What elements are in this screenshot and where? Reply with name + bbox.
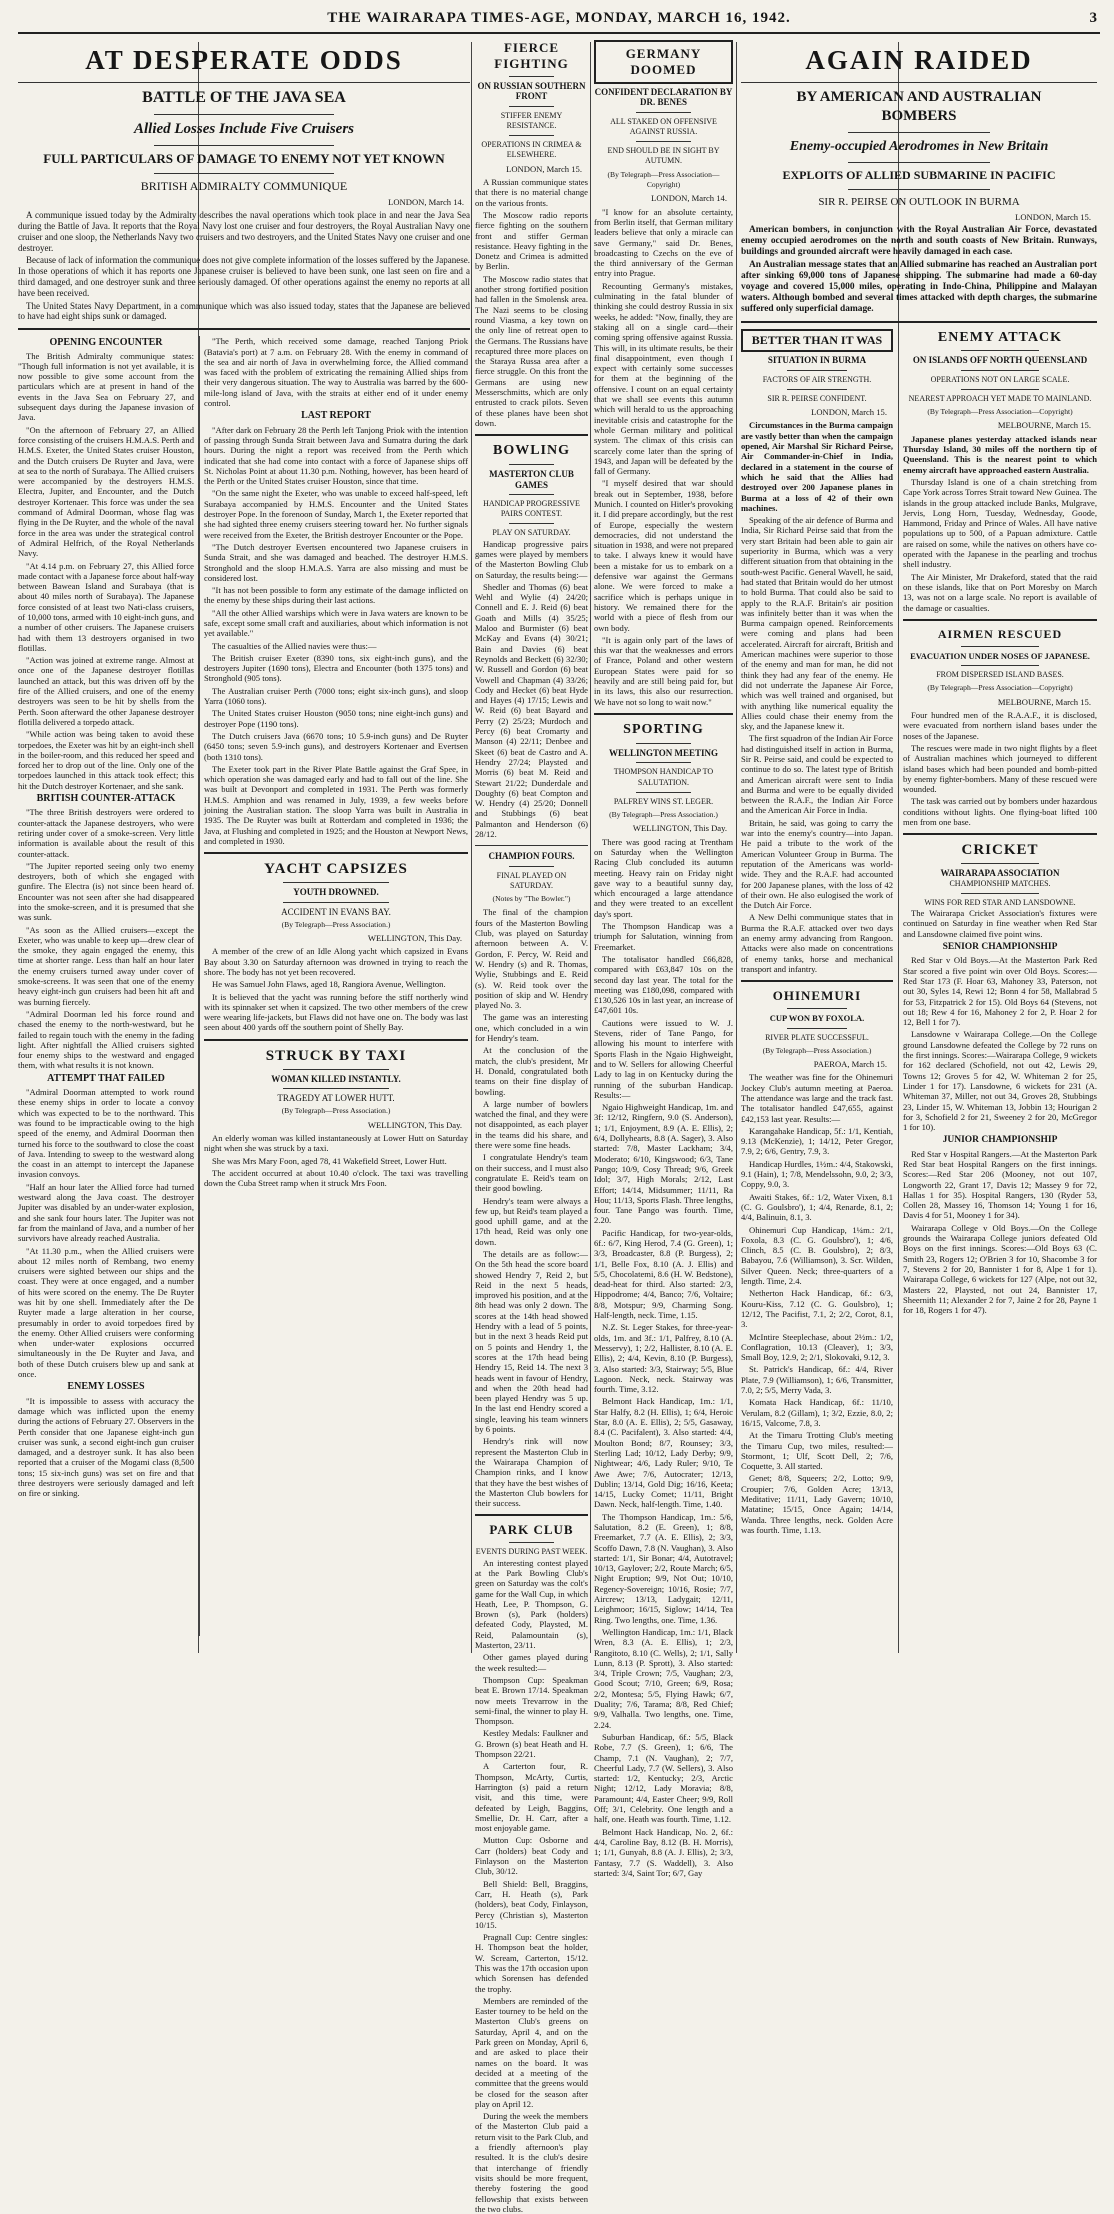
paragraph: The Thompson Handicap was a triumph for Salutation, winning from Freemarket. xyxy=(594,921,733,952)
taxi-deck: TRAGEDY AT LOWER HUTT. xyxy=(277,1093,395,1104)
paragraph: Thompson Cup: Speakman beat E. Brown 17/14. Speakman now meets Trevarrow in the semi-final, the winner to play H. Thompson. xyxy=(475,1674,588,1727)
java-subhead: Allied Losses Include Five Cruisers xyxy=(133,121,354,137)
right-block xyxy=(741,40,1097,1655)
raided-subhead: BY AMERICAN AND AUSTRALIAN BOMBERS xyxy=(796,89,1042,124)
airmen-byline: (By Telegraph—Press Association—Copyright) xyxy=(927,683,1073,693)
paragraph: The rescues were made in two night flights by a fleet of Australian machines which journeyed to different island bases which had been pounded and bomb-pitted by enemy fighter-bombers. Many of these rescued were wounded. xyxy=(903,742,1097,795)
paragraph: Karangahake Handicap, 5f.: 1/1, Kentiah, 9.13 (McKenzie), 1; 14/12, Peter Gregor, 7.9, 2; 6/6, Gentry, 7.9, 3. xyxy=(741,1125,893,1157)
java-sea-article xyxy=(18,40,470,1655)
paragraph: Four hundred men of the R.A.A.F., it is disclosed, were evacuated from northern island bases under the noses of the Japanese. xyxy=(903,710,1097,741)
paragraph: She was Mrs Mary Foon, aged 78, 41 Wakefield Street, Lower Hutt. xyxy=(212,1155,447,1166)
java-columns xyxy=(18,336,470,1636)
paragraph: Netherton Hack Handicap, 6f.: 6/3, Kouru-Kiss, 7.12 (C. G. Goulsbro), 1; 12/12, The Pacifist, 7.1, 2; 2/2, Corot, 8.1, 3. xyxy=(741,1288,893,1330)
cricket-subhead: WAIRARAPA ASSOCIATION xyxy=(940,868,1060,879)
bowling-headline: BOWLING xyxy=(492,443,570,459)
java-dateline: LONDON, March 14. xyxy=(388,197,464,207)
masthead-title: THE WAIRARAPA TIMES-AGE, MONDAY, MARCH 16, 1942. xyxy=(327,10,791,26)
germany-headline-box xyxy=(594,40,733,84)
better-dateline: LONDON, March 15. xyxy=(811,407,887,418)
paragraph: Pacific Handicap, for two-year-olds, 6f.: 6/7, King Herod, 7.4 (G. Green), 1; 3/3, Broadcaster, 8.8 (P. Burgess), 2; 1/1, Belle Fox, 8.10 (A. J. Ellis) and 5/5, Chocolatemi, 8.6 (H. W. Bedstone), dead-heat for third. Also started: 2/3, Hippodrome; 4/4, Banco; 7/6, Voltaire; 8/8, Motspur; 9/9, Charming Song. Half-length, neck. Time, 1.15. xyxy=(594,1227,733,1321)
paragraph: Handicap progressive pairs games were played by members of the Masterton Bowling Club on Saturday, the results being:— xyxy=(475,538,588,580)
paragraph: American bombers, in conjunction with the Royal Australian Air Force, devastated enemy occupied aerodromes on the north and south coasts of New Britain. Runways, buildings and grounded aircraft were heavily damaged in each case. xyxy=(741,225,1097,258)
paragraph: Belmont Hack Handicap, No. 2, 6f.: 4/4, Caroline Bay, 8.12 (B. H. Morris), 1; 1/1, Gunyah, 8.8 (A. J. Ellis), 2; 3/3, Fantasy, 7.7 (S. Waddell), 3. Also started: 3/4, Saint Tor; 6/7, Gay xyxy=(594,1826,733,1878)
sporting-byline: (By Telegraph—Press Association.) xyxy=(609,810,718,820)
paragraph: The Dutch cruisers Java (6670 tons; 10 5.9-inch guns) and De Ruyter (6450 tons; seven 5.9-inch guns), and destroyers Kortenaer and Evertsen (both 1310 tons). xyxy=(204,730,468,762)
paragraph: Awaiti Stakes, 6f.: 1/2, Water Vixen, 8.1 (C. G. Goulsbro'), 1; 4/4, Renarde, 8.1, 2; 4/4, Balinuin, 8.1, 3. xyxy=(741,1191,893,1223)
paragraph: The Wairarapa Cricket Association's fixtures were continued on Saturday in fine weather when Red Star and Lansdowne claimed five point wins. xyxy=(903,908,1097,939)
paragraph: Mutton Cup: Osborne and Carr (holders) beat Cody and Finlayson on the Masterton Club, 30/12. xyxy=(475,1835,588,1877)
paragraph: Circumstances in the Burma campaign are vastly better than when the campaign opened, Air Marshal Sir Richard Peirse, Air Commander-in-Chief in India, declared in a statement in the course of which he said that the Allies had destroyed over 200 Japanese planes in Burma at a loss of 42 of their own machines. xyxy=(741,420,893,513)
bowling-deck: PLAY ON SATURDAY. xyxy=(492,528,571,538)
sporting-headline: SPORTING xyxy=(623,721,704,737)
paragraph: The Moscow radio reports fierce fighting on the southern front and stiffer German resistance. Heavy fighting in the Donetz and Crimea is admitted by Berlin. xyxy=(475,209,588,272)
ohinemuri-byline: (By Telegraph—Press Association.) xyxy=(762,1045,872,1055)
paragraph: The United States Navy Department, in a communique which was also issued today, states that the Japanese are believed to have had eight ships sunk or damaged. xyxy=(18,300,470,322)
column-3 xyxy=(475,40,588,2214)
paragraph: Thursday Island is one of a chain stretching from Cape York across Torres Strait toward New Guinea. The islands in the group attacked include Banks, Mulgrave, Jervis, Long Horn, Tuesday, Wednesday, Goode, Hammond, Friday and Prince of Wales. All have native populations up to 500, of a Papuan admixture. Cattle are raised on some, while the natives on others have co-operated with the Japanese in the pearling and trochus shell industry. xyxy=(903,476,1097,570)
java-column-right xyxy=(204,336,468,1636)
paragraph: Red Star v Hospital Rangers.—At the Masterton Park Red Star beat Hospital Rangers on the first innings. Scores:—Red Star 206 (Mooney, not out 107, Longworth 22, Grant 17, Davis 12; Massey 9 for 72, Hallas 1 for 35). Hospital Rangers, 130 (Ryder 53, Collen 28, Massey 16, Thomson 14; Young 1 for 16, Davis 4 for 51, Mooney 1 for 34). xyxy=(903,1148,1097,1221)
enemy-byline: (By Telegraph—Press Association—Copyright) xyxy=(927,407,1073,417)
paragraph: A member of the crew of an Idle Along yacht which capsized in Evans Bay about 3.30 on Saturday afternoon was drowned in trying to reach the shore. The body has not yet been recovered. xyxy=(204,946,468,977)
page-number: 3 xyxy=(1089,10,1098,26)
paragraph: The Air Minister, Mr Drakeford, stated that the raid on these islands, like that on Port Moresby on March 13, was not on a large scale. No report is available of the damage or casualties. xyxy=(903,571,1097,613)
fierce-dateline: LONDON, March 15. xyxy=(506,163,582,174)
germany-headline: GERMANY DOOMED xyxy=(625,46,702,77)
champion-subhead: FINAL PLAYED ON SATURDAY. xyxy=(496,870,567,890)
raided-body xyxy=(741,225,1097,315)
yacht-headline: YACHT CAPSIZES xyxy=(264,861,408,878)
sporting-body xyxy=(594,837,733,1917)
masthead xyxy=(18,8,1100,34)
paragraph: At the conclusion of the match, the club's president, Mr H. Donald, congratulated both teams on their fine display of bowling. xyxy=(475,1045,588,1097)
paragraph: "Half an hour later the Allied force had turned westward along the Java coast. The destroyer Jupiter was disabled by an under-water explosion, and she sank four hours later. The Jupiter was not far from the mainland of Java, and a number of her survivors have already reached Australia. xyxy=(18,1181,194,1244)
paragraph: The final of the champion fours of the Masterton Bowling Club, was played on Saturday afternoon between A. V. Gordon, F. Percy, W. Reid and W. Hendry (s) and R. Thomas, Wylie, Stubbings and E. Reid (s). W. Reid took over the position of skip and W. Hendry played No. 3. xyxy=(475,907,588,1011)
raided-subhead: Enemy-occupied Aerodromes in New Britain xyxy=(789,139,1049,154)
paragraph: "I myself desired that war should break out in September, 1938, before Munich. I counted on Hitler's provoking it. I did prepare accordingly, but the rest of Europe, especially the western democracies, did not understand the situation in 1938, and were not prepared to take. I always knew it would have been a mistake for us to embark on a defensive war against the Germans alone. We were forced to make a sacrifice which is perhaps unique in history. We remained there for the world with a piece of flesh from our own body. xyxy=(594,478,733,633)
ohinemuri-headline: OHINEMURI xyxy=(772,988,862,1004)
paragraph: The first squadron of the Indian Air Force had distinguished itself in action in Burma, Sir R. Peirse said, and could be expected to continue to do so. The latest type of British and American aircraft were sent to India and Burma and were to be equally divided between the R.A.F., the Indian Air Force and the American Air Force in India. xyxy=(741,733,893,816)
cricket-subhead: WINS FOR RED STAR AND LANSDOWNE. xyxy=(924,897,1076,907)
better-headline: BETTER THAN IT WAS xyxy=(751,333,883,348)
better-subhead: SITUATION IN BURMA xyxy=(767,355,867,366)
sporting-subhead: THOMPSON HANDICAP TO SALUTATION. xyxy=(613,767,714,787)
paragraph: Ngaio Highweight Handicap, 1m. and 3f: 12/12, Ringfern, 9.0 (S. Anderson), 1; 1/1, Enjoyment, 8.9 (A. E. Ellis), 2; 6/4, Dollyhearts, 8.8 (A. Sager), 3. Also started: 7/8, Master Lackham; 3/4, Moderato; 6/10, Kingswood; 6/3, Tane Pango; 10/9, Cosy Thread; 9/6, Greek Idol; 3/7, High Morals; 2/12, Last Effort; 14/14, Midsummer; 11/11, Ra Hou; 11/13, Sports Flash. Three lengths, four. Tane Pango was fourth. Time, 2.20. xyxy=(594,1102,733,1226)
yacht-dateline: WELLINGTON, This Day. xyxy=(367,933,462,944)
bowling-subhead: HANDICAP PROGRESSIVE PAIRS CONTEST. xyxy=(483,498,580,519)
raided-subhead: EXPLOITS OF ALLIED SUBMARINE IN PACIFIC xyxy=(782,168,1056,182)
paragraph: Komata Hack Handicap, 6f.: 11/10, Verulam, 8.2 (Gillam), 1; 3/2, Ezzie, 8.0, 2; 16/15, Valcome, 7.8, 3. xyxy=(741,1397,893,1428)
paragraph: "At 11.30 p.m., when the Allied cruisers were about 12 miles north of Rembang, two enemy cruisers were sighted between our ships and the coast. They were at once engaged, and a number of hits were scored on the enemy. The De Ruyter was hit by one shell. Immediately after the De Ruyter made a large alteration in her course, presumably in order to avoid torpedoes fired by the enemy. Other Allied cruisers were conforming when under-water explosions occurred simultaneously in the De Ruyter and Java, and both of these Dutch cruisers blew up and sank at once. xyxy=(18,1245,194,1380)
airmen-subhead: FROM DISPERSED ISLAND BASES. xyxy=(936,670,1064,680)
paragraph: Bell Shield: Bell, Braggins, Carr, H. Heath (s), Park (holders), beat Cody, Finlayson, Percy (Christian s), Masterton 10/15. xyxy=(475,1878,588,1930)
column-rule xyxy=(471,42,472,1653)
sporting-subhead: PALFREY WINS ST. LEGER. xyxy=(613,796,714,806)
paragraph: "On the same night the Exeter, who was unable to exceed half-speed, left Surabaya accompanied by H.M.S. Encounter and the United States destroyer Pope. In the forenoon of Sunday, March 1, the Exeter reported that she had sighted three enemy cruisers steering toward her. No further signals were received from the Exeter, the British destroyer Encounter or the Pope. xyxy=(204,488,468,540)
section-head: ATTEMPT THAT FAILED xyxy=(47,1072,165,1084)
paragraph: The British Admiralty communique states: "Though full information is not yet available, it is now possible to give some account from the particulars which are at present in hand of the events in the Java Sea on February 27, and subsequent days during the Japanese invasion of Java. xyxy=(18,350,194,423)
champion-byline: (Notes by "The Bowler.") xyxy=(492,894,571,904)
paragraph: Wairarapa College v Old Boys.—On the College grounds the Wairarapa College juniors defeated Old Boys on the first innings. Scores:—Old Boys 63 (C. Smith 23, Rogers 12; O'Brien 3 for 10, Shacombe 3 for 7, Stevens 2 for 20, Bannister 1 for 8, Alpe 1 for 1). Wairarapa College, 6 wickets for 127 (Alpe, not out 32, Masters 22, Playsted, not out 24, Bannister 17, Sheernith 11; Alexander 2 for 7, Jaine 2 for 28, Payne 1 for 18, Rogers 1 for 47). xyxy=(903,1222,1097,1316)
germany-subhead: ALL STAKED ON OFFENSIVE AGAINST RUSSIA. xyxy=(610,116,717,136)
paragraph: The Exeter took part in the River Plate Battle against the Graf Spee, in which operation she was damaged early and had to fall out of the line. She was built at Devonport and completed in 1931. The Perth was formerly H.M.S. Amphion and was renamed in July, 1939, a few weeks before joining the Australian station. The sloop Yarra was built in Australia in 1935. The De Ruyter was built at Rotterdam and completed in 1936; the Java, at Flushing and completed in 1925; and the Houston at Newport News, and completed in 1930. xyxy=(204,763,468,846)
enemy-subhead: ON ISLANDS OFF NORTH QUEENSLAND xyxy=(912,355,1088,366)
raided-dateline: LONDON, March 15. xyxy=(1015,212,1091,222)
paragraph: A Russian communique states that there is no material change on the various fronts. xyxy=(475,177,588,208)
paragraph: Red Star v Old Boys.—At the Masterton Park Red Star scored a five point win over Old Boys. Scores:—Red Star 173 (F. Hoar 63, Mahoney 33, Paterson, not out 30, Syles 14, Rewi 12; Bonn 4 for 58, Mallabrad 5 for 53, Fitzpatrick 2 for 15). Old Boys 64 (Stevens, not out 18; Rew 4 for 16, Mahoney 2 for 2, P. Hoar 2 for 12, Bell 1 for 7). xyxy=(903,955,1097,1028)
paragraph: Because of lack of information the communique does not give complete information of the losses suffered by the Japanese. In those operations of which it has reports one Japanese cruiser is believed to have been sunk, one last seen on fire and a third damaged, and one destroyer sunk and three seriously damaged. Of other operations against the enemy no reports at all have been received. xyxy=(18,255,470,298)
section-head: OPENING ENCOUNTER xyxy=(49,337,163,349)
airmen-headline: AIRMEN RESCUED xyxy=(937,626,1063,641)
paragraph: "All the other Allied warships which were in Java waters are known to be safe, except some small craft and auxiliaries, about which information is not yet available." xyxy=(204,607,468,639)
paragraph: Shedler and Thomas (6) beat Wehl and Wylie (4) 24/20; Connell and E. J. Reid (6) beat Goath and Mills (4) 35/25; Maloo and Burmister (6) beat McKay and Evans (4) 30/21; Bain and Davies (6) beat Reynolds and Beckett (6) 32/30; W. Russell and Gordon (6) beat Vowell and Chapman (4) 33/26; Cody and Hecket (6) beat Hyde and Hayes (4) 17/15; Lewis and W. Reid (6) beat Bayard and Perry (2) 25/23; Murdoch and Percy (6) beat Cromarty and Manson (4) 22/11; Denbee and Skeet (6) beat de Castro and A. Hendry 27/24; Playsted and Morris (6) beat M. Reid and Stewart 21/22; Dunderdale and Doughty (6) beat Compton and W. Hendry (4) 25/20; Donnell and Stubbings (6) beat Palmanton and Henderson (6) 28/12. xyxy=(475,581,588,839)
paragraph: The task was carried out by bombers under hazardous conditions without lights. One flying-boat lifted 100 men from one base. xyxy=(903,796,1097,827)
paragraph: Handicap Hurdles, 1½m.: 4/4, Stakowski, 9.1 (Hain), 1; 7/8, Mendelssohn, 9.0, 2; 3/3, Coppy, 9.0, 3. xyxy=(741,1158,893,1190)
yacht-subhead: YOUTH DROWNED. xyxy=(293,887,379,898)
paragraph: The Australian cruiser Perth (7000 tons; eight six-inch guns), and sloop Yarra (1060 tons). xyxy=(204,685,468,707)
paragraph: "The Perth, which received some damage, reached Tanjong Priok (Batavia's port) at 7 a.m. on February 28. With the enemy in command of the sea and air north of Java in overwhelming force, the Allied command was faced with the problem of extricating the remaining Allied ships from their very dangerous situation. The way to Australia was barred by the 600-mile-long island of Java, with the straits at either end of it under enemy control. xyxy=(204,336,468,409)
paragraph: Genet; 8/8, Squeers; 2/2, Lotto; 9/9, Croupier; 7/6, Golden Acre; 13/13, Meditative; 11/11, Lady Gavern; 10/10, Matatine; 15/15, Once Again; 14/14, Wanda. Three lengths, neck. Golden Acre was fourth. Time, 1.13. xyxy=(741,1473,893,1535)
airmen-dateline: MELBOURNE, March 15. xyxy=(997,696,1091,707)
paragraph: Japanese planes yesterday attacked islands near Thursday Island, 30 miles off the northern tip of Queensland. This is the nearest point to which enemy aircraft have approached eastern Australia. xyxy=(903,433,1097,475)
paragraph: He was Samuel John Flaws, aged 18, Rangiora Avenue, Wellington. xyxy=(212,979,446,990)
taxi-headline: STRUCK BY TAXI xyxy=(265,1047,407,1064)
yacht-deck: ACCIDENT IN EVANS BAY. xyxy=(281,906,391,917)
paragraph: "The three British destroyers were ordered to counter-attack the Japanese destroyers, who were retiring under cover of a smoke-screen. Very little information is available about the result of this counter-attack. xyxy=(18,807,194,859)
paragraph: Kestley Medals: Faulkner and G. Brown (s) beat Heath and H. Thompson 22/21. xyxy=(475,1728,588,1760)
section-head: LAST REPORT xyxy=(301,410,371,422)
paragraph: Members are reminded of the Easter tourney to be held on the Masterton Club's greens on Saturday, April 4, and on the Park green on Monday, April 6, and are asked to place their names on the board. It was decided at a meeting of the committee that the greens would be closed for the season after play on April 12. xyxy=(475,1995,588,2109)
right-column-right xyxy=(903,329,1097,1629)
paragraph: "While action was being taken to avoid these torpedoes, the Exeter was hit by an eight-inch shell in the boiler-room, and this reduced her speed and forced her to drop out of the line. Only one of the torpedoes launched in this attack took effect; this hit the Dutch destroyer Kortenaer, and she sank. xyxy=(18,729,194,791)
paragraph: Suburban Handicap, 6f.: 5/5, Black Robe, 7.7 (S. Green), 1; 6/6, The Champ, 7.1 (N. Vaughan), 2; 7/7, Cheerful Lady, 7.7 (W. Sellers), 3. Also started: 1/2, Kentucky; 2/3, Arctic Night; 12/12, Lady Moravia; 8/8, Paramount; 4/4, Easter Cheer; 9/9, Roll Off; 3/1, Celebrity. One length and a half, one. Heath was fourth. Time, 1.12. xyxy=(594,1731,733,1825)
paragraph: Hendry's rink will now represent the Masterton Club in the Wairarapa Champion of Champion rinks, and I know that they have the best wishes of the Masterton Club bowlers for their success. xyxy=(475,1436,588,1509)
paragraph: Wellington Handicap, 1m.: 1/1, Black Wren, 8.3 (A. E. Ellis), 1; 2/3, Rangitoto, 8.10 (C. Wells), 2; 1/1, Sally Lunn, 8.13 (P. Sprott), 3. Also started: 3/4, Triple Crown; 7/5, Vaughan; 2/3, Good Scout; 7/10, Green; 6/9, Rosa; 2/2, Montesa; 5/5, Flying Hawk; 6/7, Duality; 7/6, Tarama; 8/8, Red Chief; 9/9, Valhalla. Two lengths, one. Time, 2.24. xyxy=(594,1626,733,1730)
paragraph: A large number of bowlers watched the final, and they were not disappointed, as each player in the teams did his share, and there were some fine heads. xyxy=(475,1098,588,1151)
enemy-subhead: OPERATIONS NOT ON LARGE SCALE. xyxy=(930,374,1070,384)
paragraph: "As soon as the Allied cruisers—except the Exeter, who was unable to keep up—drew clear of the smoke, they again engaged the enemy, this time at shorter range. Less than half an hour later the enemy cruisers turned away under cover of smoke-screens. It was seen that one of the enemy heavy eight-inch gun cruisers had been hit aft and was burning fiercely. xyxy=(18,924,194,1007)
paragraph: "Admiral Doorman attempted to work round these enemy ships in order to locate a convoy which was expected to be to the northward. This was found to be impracticable owing to the high speed of the enemy, and Admiral Doorman then turned his force to the southward to close the coast of Java. Intending to sweep to the westward along the coast in an attempt to intercept the Japanese invasion convoys. xyxy=(18,1087,194,1180)
paragraph: "At 4.14 p.m. on February 27, this Allied force made contact with a Japanese force about half-way between Bawean Island and Surabaya (that is about 40 miles north of Surabaya). The Japanese force consisted of at least two Nati-class cruisers, of 10,000 tons, armed with 10 eight-inch guns, and a number of other cruisers. The Japanese cruisers had with them 13 destroyers organised in two flotillas. xyxy=(18,560,194,653)
section-head: BRITISH COUNTER-ATTACK xyxy=(36,793,176,805)
paragraph: The casualties of the Allied navies were thus:— xyxy=(212,640,377,651)
paragraph: "Action was joined at extreme range. Almost at once one of the Japanese destroyer flotillas launched an attack, but this was driven off by the fire of the Allied cruisers, and one of the enemy destroyers was seen to be hit by shells from the Perth. Soon afterward the other Japanese destroyer flotilla delivered a torpedo attack. xyxy=(18,655,194,727)
paragraph: A communique issued today by the Admiralty describes the naval operations which took place in and near the Java Sea during the Battle of Java. It reports that the Royal Navy lost one cruiser and four destroyers, the Royal Australian Navy one cruiser and one sloop, the Netherlands Navy two cruisers and two destroyers, and the United States Navy one cruiser and one destroyer. xyxy=(18,210,470,253)
java-headline: AT DESPERATE ODDS xyxy=(85,45,403,75)
ohinemuri-subhead: CUP WON BY FOXOLA. xyxy=(769,1013,865,1024)
taxi-dateline: WELLINGTON, This Day. xyxy=(367,1119,462,1130)
parkclub-headline: PARK CLUB xyxy=(489,1522,574,1538)
section-head: ENEMY LOSSES xyxy=(67,1381,145,1393)
paragraph: Belmont Hack Handicap, 1m.: 1/1, Star Halfy, 8.2 (H. Ellis), 1; 6/4, Heroic Star, 8.0 (A. E. Ellis), 2; 5/5, Gasaway, 8.4 (C. Pacifalent), 3. Also started: 4/4, Moulton Bond; 8/7, Rounsey; 3/3, Sterling Lad; 10/12, Lady Derby; 9/9, Nightwear; 4/6, Lady Ruler; 9/10, Te Awe Awe; 7/6, Autocrater; 12/13, Dublin; 13/14, Gold Dig; 16/16, Keeta; 14/15, Lucky Comet; 11/11, Bright Dawn. Neck, half-length. Time, 1.40. xyxy=(594,1396,733,1510)
paragraph: St. Patrick's Handicap, 6f.: 4/4, River Plate, 7.9 (Williamson), 1; 6/6, Transmitter, 7.0, 2; 5/5, Merry Vada, 3. xyxy=(741,1364,893,1396)
better-subhead: SIR R. PEIRSE CONFIDENT. xyxy=(767,393,867,403)
paragraph: "The Jupiter reported seeing only two enemy destroyers, both of which she engaged with gunfire. The Electra (is) not since been heard of. Encounter was not seen after she had disappeared into the smoke-screen, and it is presumed that she was sunk. xyxy=(18,860,194,923)
paragraph: McIntire Steeplechase, about 2½m.: 1/2, Conflagration, 10.13 (Cleaver), 1; 3/3, Small Boy, 12.9, 2; 2/1, Slokovaki, 9.12, 3. xyxy=(741,1331,893,1363)
right-columns xyxy=(741,329,1097,1629)
fierce-subhead: STIFFER ENEMY RESISTANCE. xyxy=(500,110,563,130)
paragraph: "It has not been possible to form any estimate of the damage inflicted on the enemy by these ships during their last actions. xyxy=(204,585,468,606)
paragraph: The British cruiser Exeter (8390 tons, six eight-inch guns), and the destroyers Jupiter (1690 tons), Electra and Encounter (both 1375 tons) and Stronghold (905 tons). xyxy=(204,652,468,684)
section-head: SENIOR CHAMPIONSHIP xyxy=(942,942,1058,953)
ohinemuri-subhead: RIVER PLATE SUCCESSFUL. xyxy=(765,1032,869,1042)
paragraph: It is believed that the yacht was running before the stiff northerly wind with its spinnaker set when it capsized. The two other members of the crew were wearing life-jackets, but Flaws did not have one on. The body was last seen about 400 yards off the southern point of Shelly Bay. xyxy=(204,991,468,1033)
paragraph: Lansdowne v Wairarapa College.—On the College ground Lansdowne defeated the College by 72 runs on the first innings. Scores:—Wairarapa College, 9 wickets for 162 declared (Schofield, not out 42, Lewis 29, Towns 12; Groves 5 for 42, W. Whiteman 2 for 25, Linder 1 for 17). Lansdowne, 6 wickets for 231 (A. Whiteman 37, Miller, not out 34, Groves 28, Stubbings 23, Linder 15, W. Whiteman 13, Jobbin 13; Hourigan 2 for 3, Schofield 2 for 21, Sweeney 2 for 20, McGregor 1 for 10). xyxy=(903,1029,1097,1133)
paragraph: The details are as follow:—On the 5th head the score board showed Hendry 7, Reid 2, but Reid in the next 5 heads, improved his position, and at the 8th head was only 2 down. The scores at the 14th head showed Hendry with a lead of 5 points, but in the next 3 heads Reid put on 5 points and Hendry 1, the scores at the 17th head being Hendry 15, Reid 14. The next 3 heads went in favour of Hendry, and when the 20th head had been played Hendry was 5 up. In the last end Hendry scored a single, leaving his team winners by 6 points. xyxy=(475,1248,588,1435)
better-headline-box xyxy=(741,329,893,352)
paragraph: Hendry's team were always a few up, but Reid's team played a good uphill game, and at the 17th head, Reid was only one down. xyxy=(475,1195,588,1247)
paragraph: Pragnall Cup: Centre singles: H. Thompson beat the holder, W. Scream, Carterton, 15/12. This was the 17th occasion upon which Sorensen has defended the trophy. xyxy=(475,1932,588,1994)
paragraph: "It is again only part of the laws of this war that the weaknesses and errors of France, Poland and other western European States were paid for so heavily and are still being paid for, but in its laws, this also our resurrection. We have not so long to wait now." xyxy=(594,634,733,707)
ohinemuri-dateline: PAEROA, March 15. xyxy=(813,1059,887,1070)
paragraph: "On the afternoon of February 27, an Allied force consisting of the cruisers H.M.A.S. Perth and H.M.S. Exeter, the United States cruiser Houston, and the Dutch cruisers De Ruyter and Java, were at sea to the north of Surabaya. The Allied cruisers were accompanied by the destroyers H.M.S. Electra, Jupiter, and Encounter, and the Dutch destroyer Kortenaer. This force was under the sea command of Admiral Doorman, whose flag was flying in the De Ruyter, and the whole of the naval force in the area was under the strategical control of Admiral Helfrich, of the Royal Netherlands Navy. xyxy=(18,424,194,559)
enemy-headline: ENEMY ATTACK xyxy=(937,330,1063,346)
paragraph: Recounting Germany's mistakes, culminating in the fatal blunder of thinking she could destroy Russia in six weeks, he added: "Now, finally, they are staking all on a single card—their coming spring offensive against Russia. This will, in its ultimate results, be their final disappointment, even though I expect with certainly some successes for them at the beginning of the offensive. I count on an equal certainty that we shall see events this autumn which will herald to us the approaching inevitable crisis and catastrophe for the whole German military and political system. The climax of this crisis can scarcely come later than the spring of 1943, and Japan will be defeated by the fall of Germany. xyxy=(594,280,733,477)
taxi-byline: (By Telegraph—Press Association.) xyxy=(281,1106,391,1116)
java-column-left xyxy=(18,336,194,1636)
paragraph: "It is impossible to assess with accuracy the damage which was inflicted upon the enemy during the actions of February 27. Observers in the Perth consider that one Japanese eight-inch gun cruiser was sunk, a second eight-inch gun cruiser damaged, and a destroyer sunk. It has also been reported that a cruiser of the Mogami class (8,500 tons; 15 six-inch guns) was set on fire and that three destroyers were seriously damaged and left on fire or sinking. xyxy=(18,1395,194,1499)
paragraph: "After dark on February 28 the Perth left Tanjong Priok with the intention of passing through Sunda Strait between Java and Sumatra during the dark hours. During the night a report was received from the Perth which indicated that she had come into contact with a force of Japanese ships off St. Nicholas Point at about 11.30 p.m. Nothing, however, has been heard of the Perth or the United States cruiser Houston, since that time. xyxy=(204,424,468,487)
paragraph: "Admiral Doorman led his force round and chased the enemy to the north-westward, but he failed to regain touch with the enemy in the fading light. After nightfall the Allied cruisers sighted four enemy ships to the westward and engaged them, with what results it is not known. xyxy=(18,1008,194,1071)
column-rule xyxy=(736,42,737,1653)
germany-subhead: END SHOULD BE IN SIGHT BY AUTUMN. xyxy=(607,146,720,166)
paragraph: A Carterton four, R. Thompson, McArty, Curtis, Harrington (s) paid a return visit, and this time, were defeated by Leigh, Baggins, Smellie, Dr. H. Carr, after a most enjoyable game. xyxy=(475,1761,588,1834)
java-subhead: BRITISH ADMIRALTY COMMUNIQUE xyxy=(140,179,348,193)
better-subhead: FACTORS OF AIR STRENGTH. xyxy=(762,374,872,384)
paragraph: Other games played during the week resulted:— xyxy=(475,1652,588,1673)
germany-subhead: CONFIDENT DECLARATION BY DR. BENES xyxy=(594,87,733,108)
fierce-headline: FIERCE FIGHTING xyxy=(494,40,569,71)
taxi-subhead: WOMAN KILLED INSTANTLY. xyxy=(271,1073,401,1084)
paragraph: There was good racing at Trentham on Saturday when the Wellington Racing Club concluded its autumn meeting. Heavy rain on Friday night gave way to a beautiful sunny day, which encouraged a large attendance and they were treated to an excellent day's sport. xyxy=(594,836,733,919)
enemy-subhead: NEAREST APPROACH YET MADE TO MAINLAND. xyxy=(908,393,1092,403)
germany-byline: (By Telegraph—Press Association—Copyright) xyxy=(607,169,720,190)
raided-headline: AGAIN RAIDED xyxy=(805,45,1033,75)
paragraph: At the Timaru Trotting Club's meeting the Timaru Cup, two miles, resulted:—Stormont, 1; Ulf, Scott Dell, 2; 7/6, Coquette, 3. All started. xyxy=(741,1430,893,1472)
paragraph: The game was an interesting one, which concluded in a win for Hendry's team. xyxy=(475,1012,588,1044)
sporting-subhead: WELLINGTON MEETING xyxy=(608,747,719,758)
sporting-dateline: WELLINGTON, This Day. xyxy=(632,823,727,834)
java-intro xyxy=(18,210,470,322)
bowling-subhead: MASTERTON CLUB GAMES xyxy=(489,469,574,490)
paragraph: Cautions were issued to W. J. Stevens, rider of Tane Pango, for allowing his mount to interfere with Sports Flash in the Ngaio Highweight, and to W. Sellers for allowing Cheerful Lady to lag in on Kentucky during the running of the suburban Handicap. Results:— xyxy=(594,1017,733,1100)
yacht-byline: (By Telegraph—Press Association.) xyxy=(281,919,391,929)
paragraph: A New Delhi communique states that in Burma the R.A.F. attacked over two days an enemy army advancing from Rangoon. Attacks were also made on concentrations of enemy tanks, horse and mechanical transport and infantry. xyxy=(741,912,893,974)
paragraph: The Moscow radio states that another strong fortified position had fallen in the Smolensk area. The Nazi seems to be closing round Viasma, a key town on the only line of retreat open to the Germans. The Russians have recaptured three more places on the Staraya Russa area after a fierce struggle. On this front the Germans are using new Messerschmitts, which are only entrusted to crack pilots. Seven of these planes have been shot down. xyxy=(475,273,588,428)
fierce-subhead: ON RUSSIAN SOUTHERN FRONT xyxy=(477,81,586,102)
paragraph: During the week the members of the Masterton Club paid a return visit to the Park Club, and a friendly afternoon's play resulted. It is the club's desire that interchange of friendly visits should be more frequent, thereby fostering the good fellowship that exists between the two clubs. xyxy=(475,2111,588,2214)
paragraph: Ohinemuri Cup Handicap, 1¼m.: 2/1, Foxola, 8.3 (C. G. Goulsbro'), 1; 4/6, Clinch, 8.5 (C. B. Goulsbro), 2; 8/3, Babayou, 7.6 (Williamson), 3. Scr. Wilden, Silver Queen. Neck; three-quarters of a length. Time, 2.4. xyxy=(741,1224,893,1287)
java-subhead: FULL PARTICULARS OF DAMAGE TO ENEMY NOT YET KNOWN xyxy=(43,151,445,166)
paragraph: The weather was fine for the Ohinemuri Jockey Club's autumn meeting at Paeroa. The attendance was large and the track fast. The totalisator handled £47,655, against £42,153 last year. Results:— xyxy=(741,1072,893,1124)
enemy-dateline: MELBOURNE, March 15. xyxy=(997,420,1091,431)
champion-headline: CHAMPION FOURS. xyxy=(488,851,575,862)
column-rule xyxy=(590,42,591,1653)
fierce-subhead: OPERATIONS IN CRIMEA & ELSEWHERE. xyxy=(481,140,582,160)
paragraph: N.Z. St. Leger Stakes, for three-year-olds, 1m. and 3f.: 1/1, Palfrey, 8.10 (A. Messervy), 1; 2/2, Hallister, 8.10 (A. E. Ellis), 2; 4/4, Kevin, 8.10 (P. Burgess), 3. Also started: 3/3, Stairway; 5/5, Blue Lagoon. Neck, neck. Stairway was fourth. Time, 3.12. xyxy=(594,1322,733,1395)
section-head: JUNIOR CHAMPIONSHIP xyxy=(942,1135,1058,1146)
parkclub-subhead: EVENTS DURING PAST WEEK. xyxy=(475,1547,588,1557)
paragraph: The United States cruiser Houston (9050 tons; nine eight-inch guns) and destroyer Pope (1190 tons). xyxy=(204,708,468,729)
paragraph: The totalisator handled £66,828, compared with £63,847 10s on the second day last year. The total for the meeting was £180,098, compared with £130,526 10s in last year, an increase of £47,601 10s. xyxy=(594,953,733,1016)
paragraph: The Thompson Handicap, 1m.: 5/6, Salutation, 8.2 (E. Green), 1; 8/8, Freemarket, 7.7 (A. E. Ellis), 2; 3/3, Scoffo Dawn, 7.8 (N. Vaughan), 3. Also started: 1/1, Sir Bonar; 4/4, Autotravel; 10/13, Gaylover; 2/2, Route March; 6/5, Night Eruption; 9/9, Not Out; 10/10, Regency-Sovereign; 10/16, Rosie; 7/7, Aircrew; 13/13, Ladygait; 12/11, Leighmoor; 16/15, Siglow; 14/14, Tea Ring. Two lengths, one. Time, 1.36. xyxy=(594,1511,733,1625)
raided-subhead: SIR R. PEIRSE ON OUTLOOK IN BURMA xyxy=(818,196,1020,208)
cricket-subhead: CHAMPIONSHIP MATCHES. xyxy=(949,878,1051,888)
paragraph: An elderly woman was killed instantaneously at Lower Hutt on Saturday night when she was struck by a taxi. xyxy=(204,1132,468,1154)
column-4 xyxy=(594,40,733,1878)
paragraph: "I know for an absolute certainty, from Berlin itself, that German military leaders believe that only a miracle can save Germany," said Dr. Benes, broadcasting to Czechs on the eve of the third anniversary of the German entry into Prague. xyxy=(594,206,733,279)
java-subhead: BATTLE OF THE JAVA SEA xyxy=(142,89,346,106)
germany-dateline: LONDON, March 14. xyxy=(651,193,727,204)
cricket-headline: CRICKET xyxy=(961,842,1039,859)
paragraph: The accident occurred at about 10.40 o'clock. The taxi was travelling down the Cuba Street ramp when it struck Mrs Foon. xyxy=(204,1167,468,1189)
paragraph: "The Dutch destroyer Evertsen encountered two Japanese cruisers in Sunda Strait, and she was damaged and beached. The destroyer H.M.S. Stronghold and the sloop H.M.A.S. Yarra are also missing and must be considered lost. xyxy=(204,541,468,583)
right-column-left xyxy=(741,329,893,1629)
airmen-subhead: EVACUATION UNDER NOSES OF JAPANESE. xyxy=(910,650,1090,661)
paragraph: An Australian message states that an Allied submarine has reached an Australian port after sinking 69,000 tons of Japanese shipping. The submarine had made a 60-day voyage and covered 15,000 miles, operating in Indo-China, Philippine and Malayan waters. Although bombed and several times attacked with depth charges, the submarine suffered only superficial damage. xyxy=(741,260,1097,315)
paragraph: An interesting contest played at the Park Bowling Club's green on Saturday was the colt's game for the Wall Cup, in which Heath, Lee, P. Thompson, G. Brown (s), Park (holders) defeated Cody, Playsted, M. Reid, Palamountain (s), Masterton, 23/11. xyxy=(475,1557,588,1651)
paragraph: Speaking of the air defence of Burma and India, Sir Richard Peirse said that from the very start Britain had been able to gain air superiority in Burma, which was a very different situation from that obtaining in the south-west Pacific. General Wavell, he said, had stated that Britain would do her utmost to hold Burma. That could also be said to apply to the R.A.F. Britain's air position was infinitely better than it was when the Burma campaign opened. Reinforcements were coming and plans had been accelerated. Aircraft for aircraft, British and American machines were superior to those of the enemy and man for man, he did not think they had any fear of the enemy. He did not underrate the Japanese Air Force, which was well trained and organised, but with anything like numerical equality the Allies could chase their enemy from the sky, and the Japanese knew it. xyxy=(741,515,893,732)
paragraph: Britain, he said, was going to carry the war into the enemy's country—into Japan. He paid a tribute to the work of the American Volunteer Group in Burma. The reputation of the Americans was world-wide. They and the R.A.F. had accounted for 200 Japanese planes, with the loss of 42 of their own. He also eulogised the work of the Dutch Air Force. xyxy=(741,817,893,911)
paragraph: I congratulate Hendry's team on their success, and I must also congratulate E. Reid's team on their good bowling. xyxy=(475,1152,588,1194)
